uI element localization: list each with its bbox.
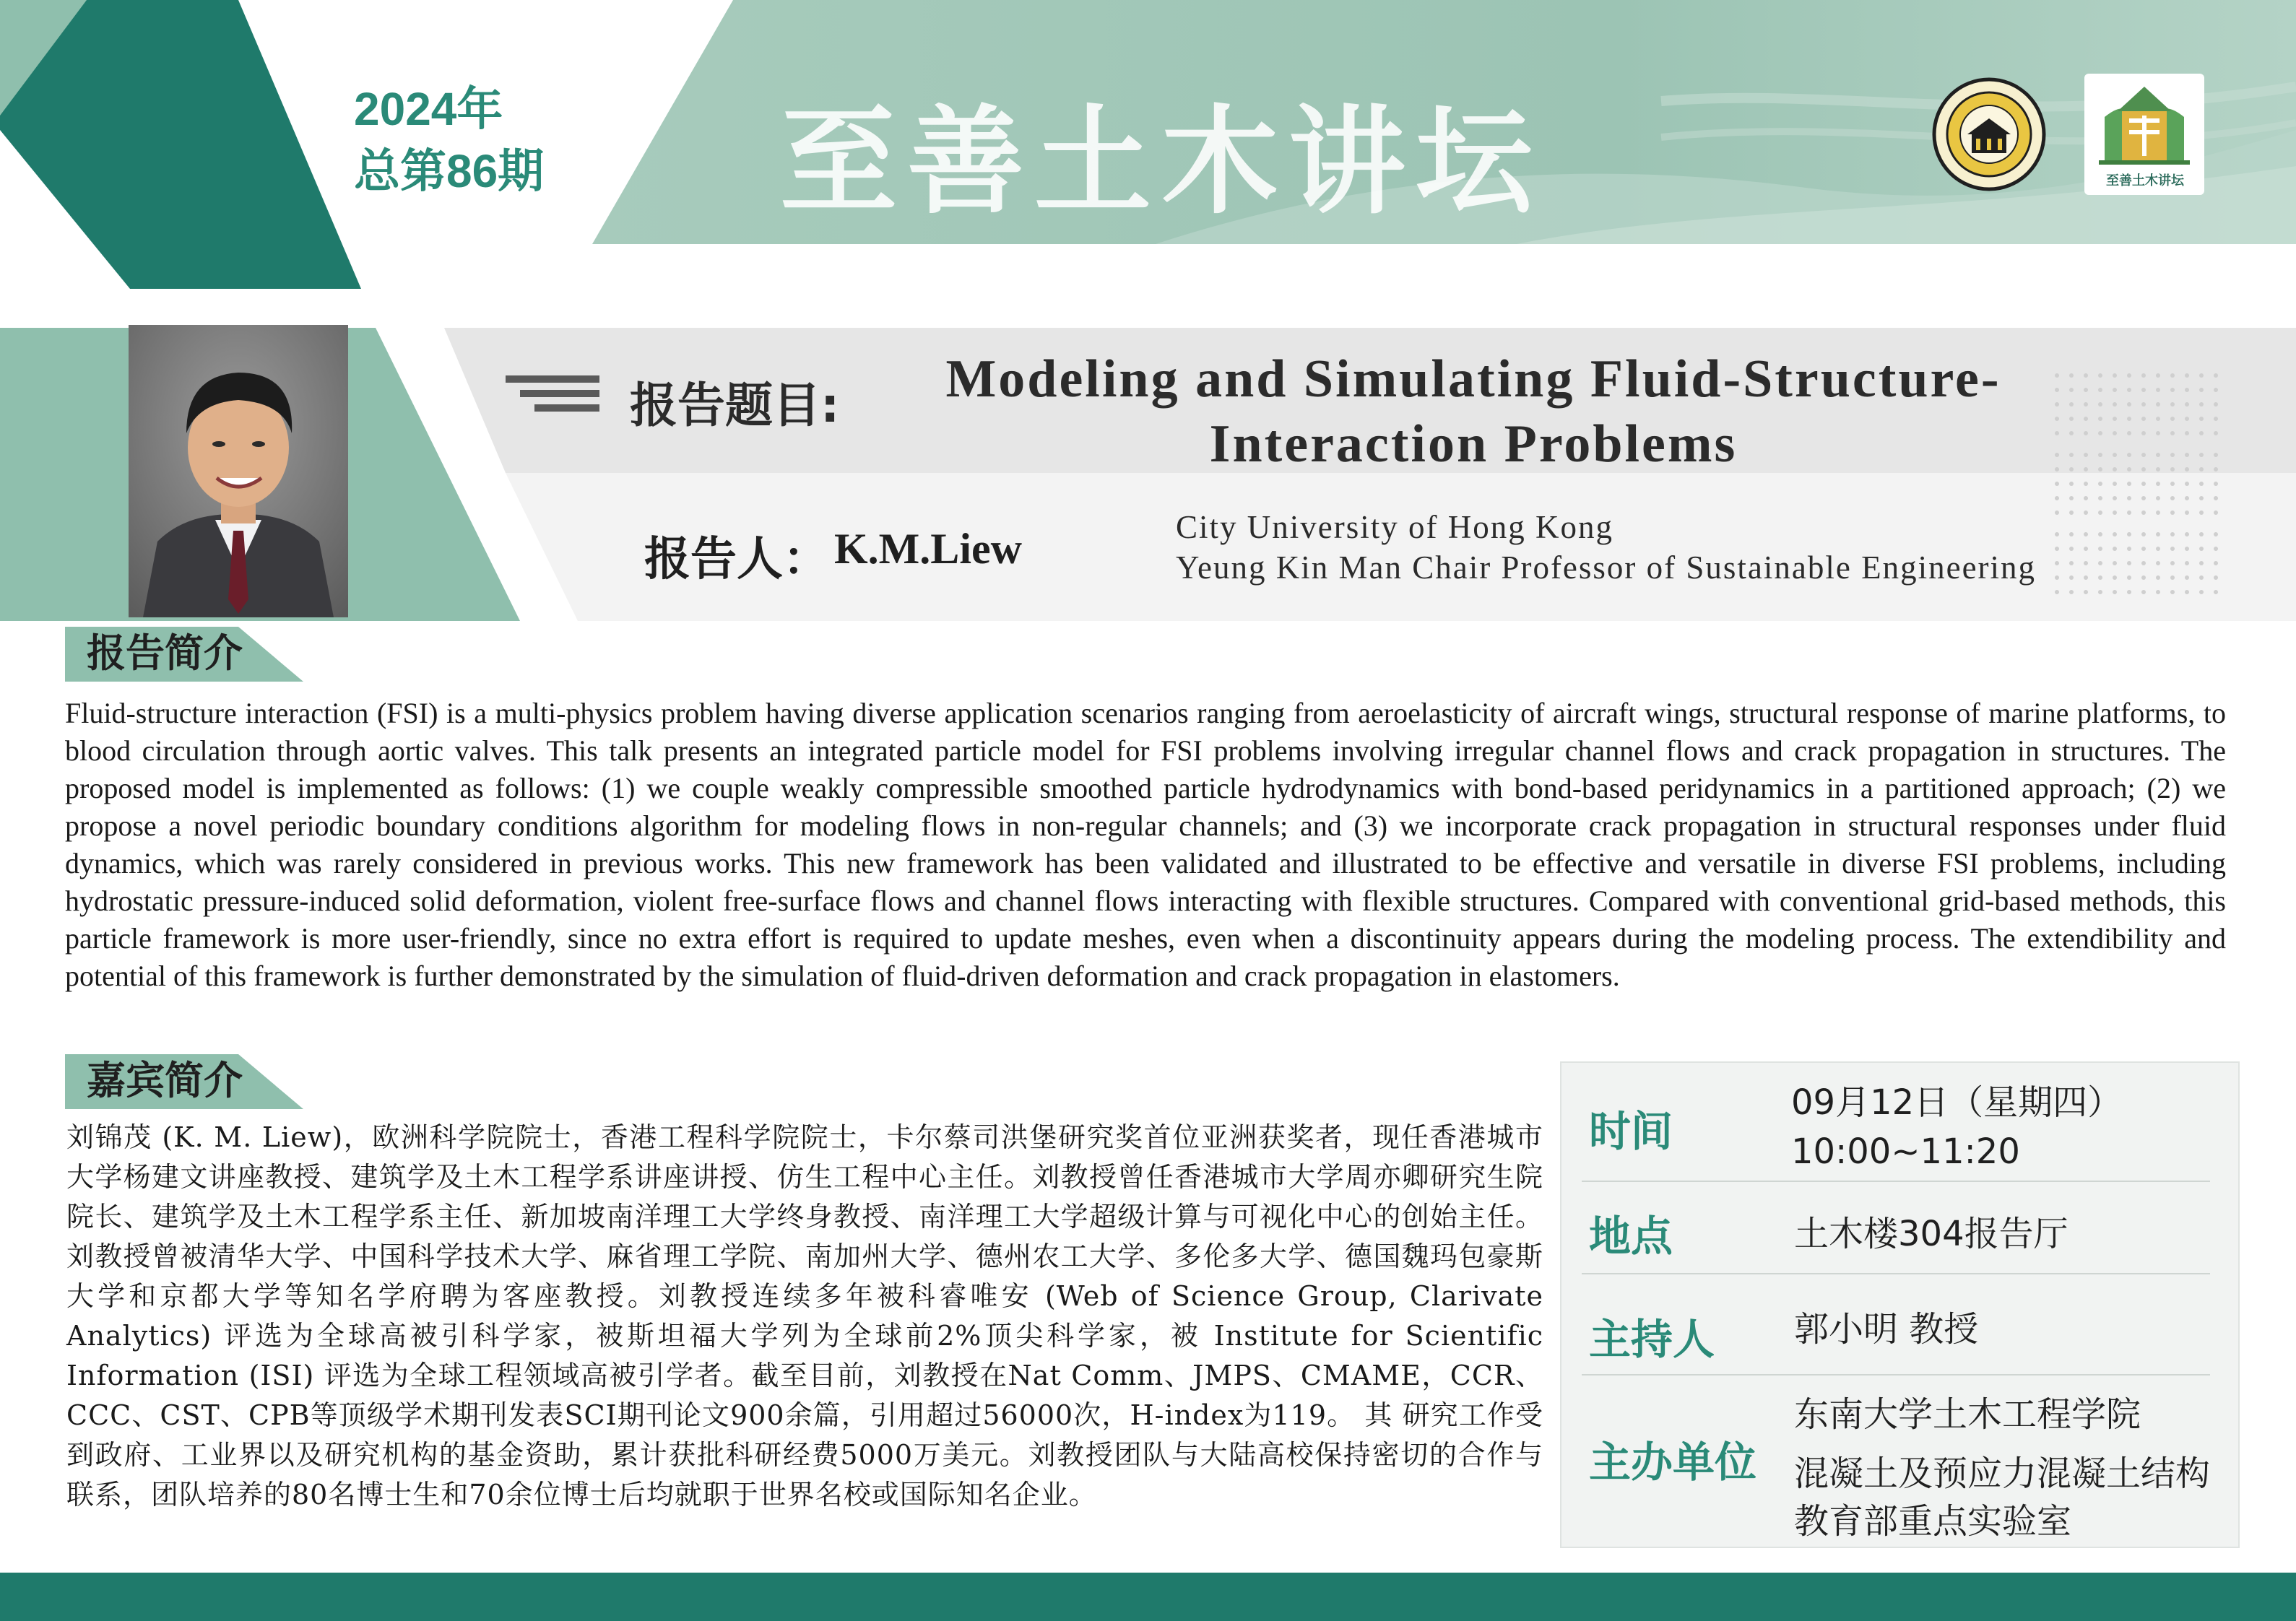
time-label: 时间: [1589, 1107, 1673, 1156]
forum-title: 至善土木讲坛: [780, 95, 1543, 230]
speaker-photo: [129, 325, 348, 617]
speaker-label: 报告人：: [644, 533, 829, 586]
speaker-affiliation: City University of Hong Kong: [1176, 509, 1613, 545]
talk-title-line-2: Interaction Problems: [1209, 414, 1738, 474]
talk-title-line-1: Modeling and Simulating Fluid-Structure-: [945, 349, 2001, 409]
organizer-line-2: 混凝土及预应力混凝土结构: [1794, 1453, 2211, 1494]
organizer-line-1: 东南大学土木工程学院: [1794, 1394, 2141, 1435]
issue-year: 2024年: [354, 83, 503, 135]
bio-text: 刘锦茂 (K. M. Liew)，欧洲科学院院士，香港工程科学院院士，卡尔蔡司洪堡研究奖首位亚洲获奖者，现任香港城市大学杨建文讲座教授、建筑学及土木工程学系讲座讲授、仿生工程中心主任。刘教授曾任香港城市大学周亦卿研究生院院长、建筑学及土木工程学系主任、新加坡南洋理工大学终身教授、南洋理工大学超级计算与可视化中心的创始主任。刘教授曾被清华大学、中国科学技术大学、麻省理工学院、南加州大学、德州农工大学、多伦多大学、德国魏玛包豪斯大学和京都大学等知名学府聘为客座教授。刘教授连续多年被科睿唯安 (Web of Science Group, Clarivate Analytics) 评选为全球高被引科学家，被斯坦福大学列为全球前2%顶尖科学家，被 Institute for Scientific Information (ISI) 评选为全球工程领域高被引学者。截至目前，刘教授在Nat Comm、JMPS、CMAME，CCR、CCC、CST、CPB等顶级学术期刊发表SCI期刊论文900余篇，引用超过56000次，H-index为119。 其 研究工作受到政府、工业界以及研究机构的基金资助，累计获批科研经费5000万美元。刘教授团队与大陆高校保持密切的合作与联系，团队培养的80名博士生和70余位博士后均就职于世界名校或国际知名企业。: [66, 1121, 1543, 1511]
event-time: 10:00~11:20: [1791, 1131, 2020, 1172]
info-divider: [1582, 1273, 2210, 1274]
organizer-label: 主办单位: [1589, 1438, 1757, 1487]
organizer-line-3: 教育部重点实验室: [1794, 1501, 2072, 1542]
host-label: 主持人: [1589, 1315, 1715, 1364]
talk-title-label: 报告题目:: [630, 378, 840, 433]
info-divider: [1582, 1181, 2210, 1182]
speaker-position: Yeung Kin Man Chair Professor of Sustainable Engineering: [1176, 549, 2037, 586]
place-label: 地点: [1589, 1212, 1673, 1261]
talk-title: [881, 347, 2066, 477]
university-emblem-icon: [1931, 77, 2047, 192]
abstract-heading: 报告简介: [87, 630, 243, 676]
bio-heading: 嘉宾简介: [87, 1058, 243, 1103]
speaker-name: K.M.Liew: [834, 525, 1022, 573]
info-divider: [1582, 1374, 2210, 1376]
event-date: 09月12日（星期四）: [1791, 1082, 2123, 1123]
forum-logo-caption: 至善土木讲坛: [2106, 173, 2184, 188]
abstract-text: Fluid-structure interaction (FSI) is a multi-physics problem having diverse application scenarios ranging from aeroelasticity of aircraft wings, structural response of marine platforms, to blood circulation through aortic valves. This talk presents an integrated particle model for FSI problems involving irregular channel flows and crack propagation in structures. The proposed model is implemented as follows: (1) we couple weakly compressible smoothed particle hydrodynamics with bond-based peridynamics in a partitioned approach; (2) we propose a novel periodic boundary conditions algorithm for modeling flows in non-regular channels; and (3) we incorporate crack propagation in structural responses under fluid dynamics, which was rarely considered in previous works. This new framework has been validated and illustrated to be effective and versatile in diverse FSI problems, including hydrostatic pressure-induced solid deformation, violent free-surface flows and channel flows interacting with flexible structures. Compared with conventional grid-based methods, this particle framework is more user-friendly, since no extra effort is required to update meshes, even when a discontinuity appears during the modeling process. The extendibility and potential of this framework is further demonstrated by the simulation of fluid-driven deformation and crack propagation in elastomers.: [65, 697, 2226, 992]
issue-number: 总第86期: [354, 145, 545, 197]
event-host: 郭小明 教授: [1794, 1309, 1979, 1350]
footer-bar: [0, 1573, 2296, 1621]
event-place: 土木楼304报告厅: [1794, 1214, 2068, 1254]
